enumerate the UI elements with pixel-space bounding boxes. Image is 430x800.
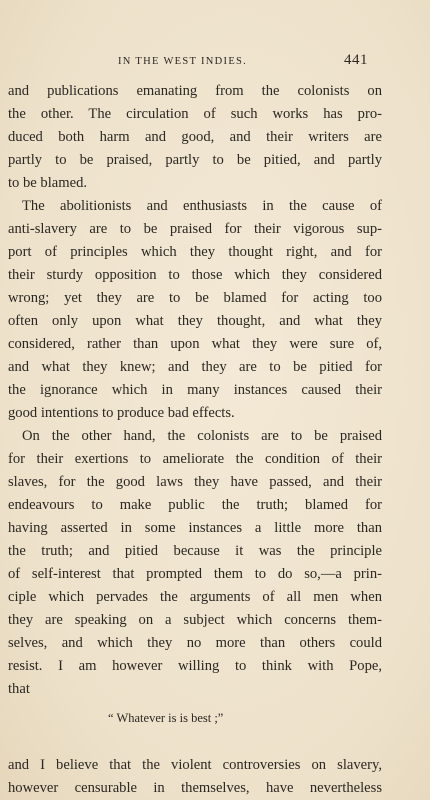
text-line: having asserted in some instances a little more than [8, 520, 382, 536]
text-line: often only upon what they thought, and what they [8, 313, 382, 329]
text-line: and what they knew; and they are to be pitied for [8, 359, 382, 375]
text-line: anti-slavery are to be praised for their vigorous sup- [8, 221, 382, 237]
text-line: partly to be praised, partly to be pitied, and partly [8, 152, 382, 168]
text-line: they are speaking on a subject which concerns them- [8, 612, 382, 628]
text-line: port of principles which they thought right, and for [8, 244, 382, 260]
text-line: duced both harm and good, and their writers are [8, 129, 382, 145]
text-line: their sturdy opposition to those which they considered [8, 267, 382, 283]
text-line: On the other hand, the colonists are to be praised [22, 428, 382, 444]
text-line: to be blamed. [8, 175, 88, 191]
page-number: 441 [344, 52, 368, 68]
text-line: selves, and which they no more than others could [8, 635, 382, 651]
text-line: endeavours to make public the truth; blamed for [8, 497, 382, 513]
text-line: the truth; and pitied because it was the principle [8, 543, 382, 559]
running-title: IN THE WEST INDIES. [118, 56, 248, 67]
text-line: ciple which pervades the arguments of all men when [8, 589, 382, 605]
spacer [8, 732, 382, 754]
text-line: wrong; yet they are to be blamed for acting too [8, 290, 382, 306]
block-quote: “ Whatever is is best ;” [108, 711, 224, 725]
page-header [118, 52, 368, 68]
text-line: good intentions to produce bad effects. [8, 405, 235, 421]
text-line: The abolitionists and enthusiasts in the cause of [22, 198, 382, 214]
text-line: slaves, for the good laws they have passed, and their [8, 474, 382, 490]
text-line: and publications emanating from the colonists on [8, 83, 382, 99]
text-line: for their exertions to ameliorate the condition of their [8, 451, 382, 467]
text-line: of self-interest that prompted them to do so,—a prin- [8, 566, 382, 582]
text-line: considered, rather than upon what they were sure of, [8, 336, 382, 352]
text-line: the ignorance which in many instances caused their [8, 382, 382, 398]
body-text [8, 80, 382, 800]
text-line: however censurable in themselves, have nevertheless [8, 780, 382, 796]
text-line: the other. The circulation of such works has pro- [8, 106, 382, 122]
text-line: that [8, 681, 30, 697]
text-line: and I believe that the violent controversies on slavery, [8, 757, 382, 773]
text-line: resist. I am however willing to think with Pope, [8, 658, 382, 674]
